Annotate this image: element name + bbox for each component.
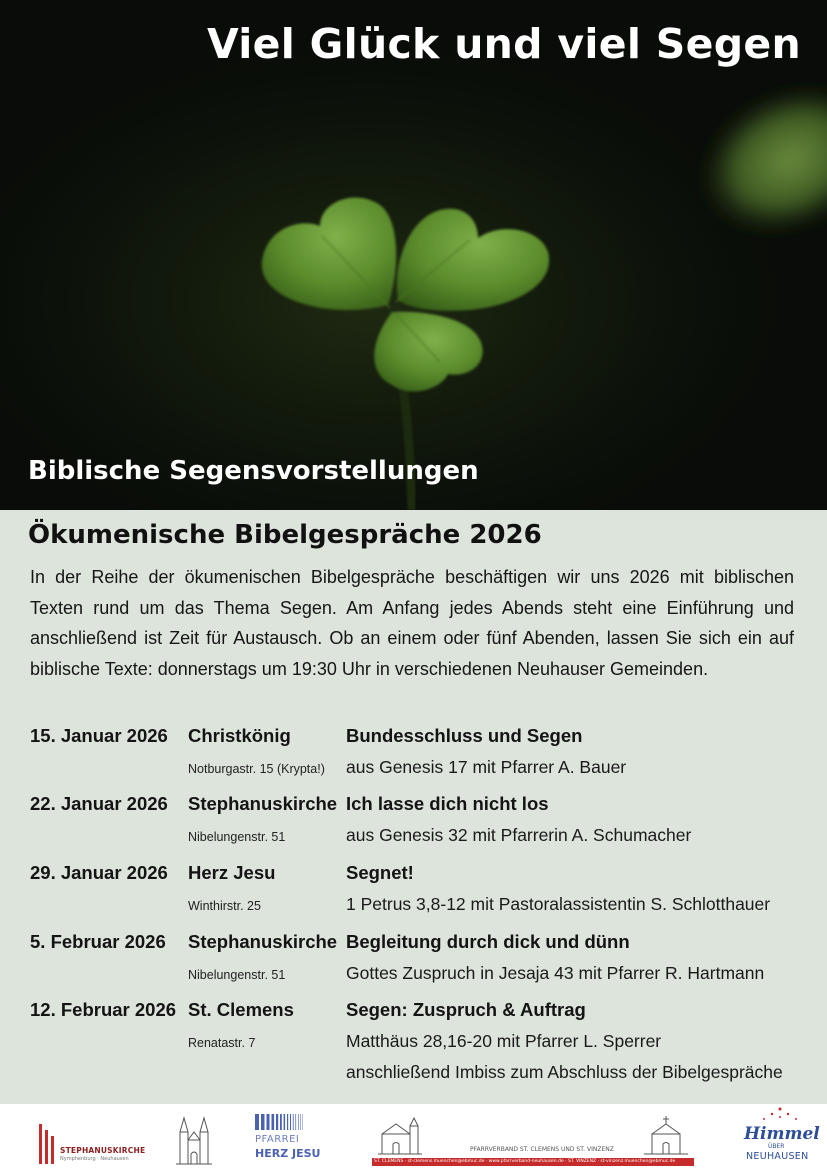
event-place: Stephanuskirche — [188, 931, 338, 952]
event-detail: Gottes Zuspruch in Jesaja 43 mit Pfarrer R. Hartmann — [346, 963, 765, 983]
event-date: 29. Januar 2026 — [30, 862, 168, 883]
herz-jesu-stripes-icon — [255, 1112, 321, 1132]
event-address: Winthirstr. 25 — [188, 899, 261, 913]
himmel-ueber-neuhausen-logo: Himmel ÜBER NEUHAUSEN — [740, 1106, 820, 1166]
st-clemens-church-icon — [378, 1116, 422, 1156]
blurred-leaf — [674, 56, 827, 263]
clover-photo — [0, 0, 827, 510]
event-detail: aus Genesis 32 mit Pfarrerin A. Schumacher — [346, 825, 692, 845]
clover-leaves — [262, 198, 549, 392]
hero-subtitle: Biblische Segensvorstellungen — [28, 456, 479, 486]
event-topic: Segnet! — [346, 862, 414, 883]
stephanus-bars-icon — [38, 1122, 58, 1164]
event-address: Nibelungenstr. 51 — [188, 968, 286, 982]
event-detail: aus Genesis 17 mit Pfarrer A. Bauer — [346, 757, 627, 777]
event-place: St. Clemens — [188, 999, 294, 1020]
event-place: Christkönig — [188, 725, 291, 746]
event-address: Notburgastr. 15 (Krypta!) — [188, 762, 325, 776]
intro-paragraph: In der Reihe der ökumenischen Bibelgespräche beschäftigen wir uns 2026 mit biblischen Texten rund um das Thema Segen. Am Anfang jedes Abends steht eine Einführung und anschließend ist Zeit für Austausch. Ob an einem oder fünf Abenden, lassen Sie sich ein auf biblische Texte: donnerstags um 19:30 Uhr in verschiedenen Neuhauser Gemeinden. — [30, 567, 794, 679]
sponsor-logos — [0, 1104, 827, 1169]
event-date: 5. Februar 2026 — [30, 931, 166, 952]
event-address: Nibelungenstr. 51 — [188, 830, 286, 844]
pfarrei-herz-jesu-logo: PFARREI HERZ JESU — [252, 1112, 322, 1164]
event-place: Stephanuskirche — [188, 793, 338, 814]
herz-jesu-church-icon — [176, 1114, 212, 1166]
event-detail: 1 Petrus 3,8-12 mit Pastoralassistentin S. Schlotthauer — [346, 894, 771, 914]
st-vinzenz-church-icon — [644, 1116, 688, 1156]
event-detail: Matthäus 28,16-20 mit Pfarrer L. Sperrer — [346, 1031, 662, 1051]
hero-photo — [0, 0, 827, 510]
event-topic: Begleitung durch dick und dünn — [346, 931, 630, 952]
stephanuskirche-logo: STEPHANUSKIRCHE Nymphenburg · Neuhausen — [38, 1122, 148, 1164]
event-extra-note: anschließend Imbiss zum Abschluss der Bibelgespräche — [346, 1062, 783, 1082]
event-place: Herz Jesu — [188, 862, 276, 883]
event-date: 12. Februar 2026 — [30, 999, 177, 1020]
event-topic: Bundesschluss und Segen — [346, 725, 583, 746]
section-title: Ökumenische Bibelgespräche 2026 — [28, 520, 542, 550]
pfarrverband-logo: PFARRVERBAND ST. CLEMENS UND ST. VINZENZ ST. CLEMENS · st-clemens.muenchen@ebmuc.de · www.pfarrverband-neuhausen.de · ST. VINZENZ · st-vinzenz.muenchen@ebmuc.de — [372, 1114, 694, 1166]
event-topic: Ich lasse dich nicht los — [346, 793, 549, 814]
stars-icon — [750, 1106, 810, 1124]
event-date: 22. Januar 2026 — [30, 793, 168, 814]
info-panel — [0, 510, 827, 1104]
event-topic: Segen: Zuspruch & Auftrag — [346, 999, 586, 1020]
event-address: Renatastr. 7 — [188, 1036, 256, 1050]
hero-title: Viel Glück und viel Segen — [206, 20, 801, 68]
event-date: 15. Januar 2026 — [30, 725, 168, 746]
